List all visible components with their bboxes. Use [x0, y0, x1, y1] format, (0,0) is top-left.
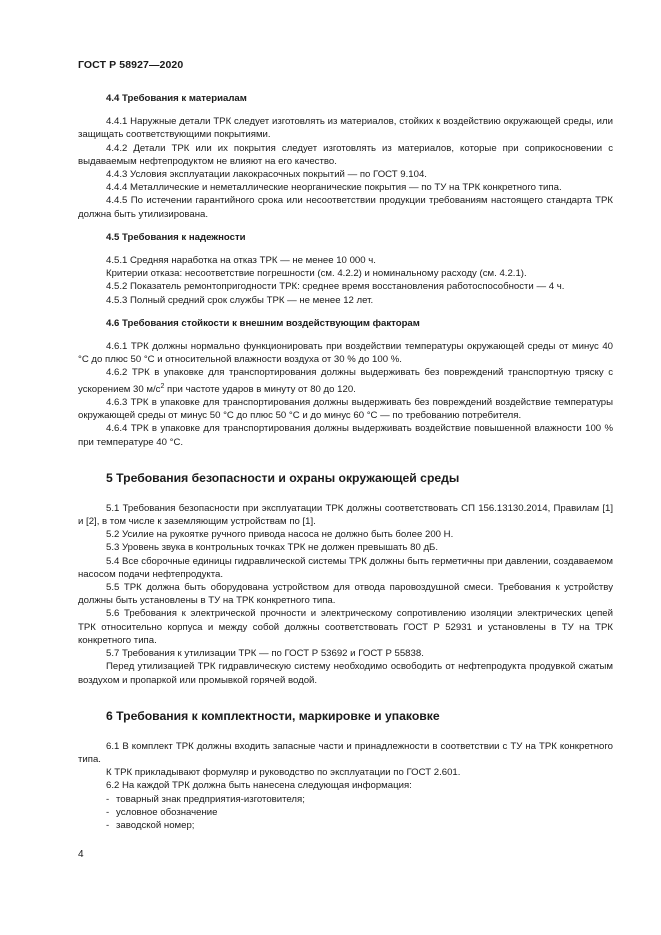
list-dash: -: [106, 806, 110, 818]
paragraph-4-5-2: 4.5.2 Показатель ремонтопригодности ТРК: среднее время восстановления работоспособности — 4 ч.: [106, 281, 565, 293]
document-header: ГОСТ Р 58927—2020: [78, 59, 184, 71]
paragraph-4-6-3: 4.6.3 ТРК в упаковке для транспортирования должны выдерживать без повреждений воздействие температуры окружающей среды от минус 50 °С до плюс 50 °С и до минус 60 °С — по требованию потребителя.: [78, 397, 613, 422]
list-item: [78, 806, 613, 819]
paragraph-4-5-3: 4.5.3 Полный средний срок службы ТРК — не менее 12 лет.: [106, 294, 374, 306]
paragraph-5-3: 5.3 Уровень звука в контрольных точках ТРК не должен превышать 80 дБ.: [106, 542, 439, 554]
paragraph-5-4: 5.4 Все сборочные единицы гидравлической системы ТРК должны быть герметичны при давлении, создаваемом насосом подачи нефтепродукта.: [78, 555, 613, 580]
paragraph-5-7: 5.7 Требования к утилизации ТРК — по ГОСТ Р 53692 и ГОСТ Р 55838.: [106, 648, 424, 660]
paragraph-4-6-4: 4.6.4 ТРК в упаковке для транспортирования должны выдерживать воздействие повышенной влажности 100 % при температуре 40 °С.: [78, 423, 613, 448]
paragraph-4-6-1: 4.6.1 ТРК должны нормально функционировать при воздействии температуры окружающей среды от минус 40 °С до плюс 50 °С и относительной влажности воздуха от 30 % до 100 %.: [78, 341, 613, 366]
section-heading-5: 5 Требования безопасности и охраны окружающей среды: [106, 470, 460, 485]
paragraph-disposal-note: Перед утилизацией ТРК гидравлическую систему необходимо освободить от нефтепродукта продувкой сжатым воздухом и пропаркой или промывкой горячей водой.: [78, 661, 613, 686]
paragraph-6-1: 6.1 В комплект ТРК должны входить запасные части и принадлежности в соответствии с ТУ на ТРК конкретного типа.: [78, 740, 613, 765]
paragraph-5-6: 5.6 Требования к электрической прочности и электрическому сопротивлению изоляции электрических цепей ТРК относительно корпуса и между собой должны соответствовать ГОСТ Р 52931 и установлены в ТУ на ТРК конкретного типа.: [78, 608, 613, 646]
section-heading-4-6: 4.6 Требования стойкости к внешним воздействующим факторам: [106, 317, 420, 329]
paragraph-4-4-5: 4.4.5 По истечении гарантийного срока или несоответствии продукции требованиям настоящего стандарта ТРК должна быть утилизирована.: [78, 195, 613, 220]
list-item: [78, 793, 613, 806]
paragraph-documentation: К ТРК прикладывают формуляр и руководство по эксплуатации по ГОСТ 2.601.: [106, 767, 461, 779]
paragraph-4-6-2: [78, 366, 613, 396]
paragraph-5-2: 5.2 Усилие на рукоятке ручного привода насоса не должно быть более 200 Н.: [106, 529, 454, 541]
paragraph-4-4-1: 4.4.1 Наружные детали ТРК следует изготовлять из материалов, стойких к воздействию окружающей среды, или защищать соответствующими покрытиями.: [78, 116, 613, 141]
list-dash: -: [106, 819, 110, 831]
list-item: [78, 819, 613, 832]
paragraph-4-4-2: 4.4.2 Детали ТРК или их покрытия следует изготовлять из материалов, которые при соприкосновении с выдаваемым нефтепродуктом не влияют на его качество.: [78, 142, 613, 167]
paragraph-4-4-4: 4.4.4 Металлические и неметаллические неорганические покрытия — по ТУ на ТРК конкретного типа.: [106, 182, 562, 194]
section-heading-4-5: 4.5 Требования к надежности: [106, 231, 246, 243]
paragraph-4-4-3: 4.4.3 Условия эксплуатации лакокрасочных покрытий — по ГОСТ 9.104.: [106, 169, 427, 181]
list-item-text: заводской номер;: [116, 819, 195, 831]
paragraph-4-5-1: 4.5.1 Средняя наработка на отказ ТРК — не менее 10 000 ч.: [106, 255, 376, 267]
paragraph-failure-criteria: Критерии отказа: несоответствие погрешности (см. 4.2.2) и номинальному расходу (см. 4.2.1).: [106, 268, 527, 280]
paragraph-5-5: 5.5 ТРК должна быть оборудована устройством для отвода паровоздушной смеси. Требования к устройству должны быть установлены в ТУ на ТРК конкретного типа.: [78, 582, 613, 607]
paragraph-4-6-2-text: 4.6.2 ТРК в упаковке для транспортирования должны выдерживать без повреждений транспортную тряску с ускорением 30 м/с: [78, 367, 613, 395]
page-number: 4: [78, 849, 84, 860]
section-heading-6: 6 Требования к комплектности, маркировке и упаковке: [106, 708, 440, 723]
list-item-text: условное обозначение: [116, 806, 218, 818]
paragraph-6-2: 6.2 На каждой ТРК должна быть нанесена следующая информация:: [106, 780, 412, 792]
section-heading-4-4: 4.4 Требования к материалам: [106, 93, 247, 104]
list-item-text: товарный знак предприятия-изготовителя;: [116, 793, 305, 805]
paragraph-4-6-2-text-end: при частоте ударов в минуту от 80 до 120.: [164, 383, 356, 395]
paragraph-5-1: 5.1 Требования безопасности при эксплуатации ТРК должны соответствовать СП 156.13130.2014, Правилам [1] и [2], в том числе к заземляющим устройствам по [1].: [78, 502, 613, 528]
document-body: [78, 92, 613, 832]
list-dash: -: [106, 793, 110, 805]
superscript-exponent: 2: [160, 382, 165, 390]
